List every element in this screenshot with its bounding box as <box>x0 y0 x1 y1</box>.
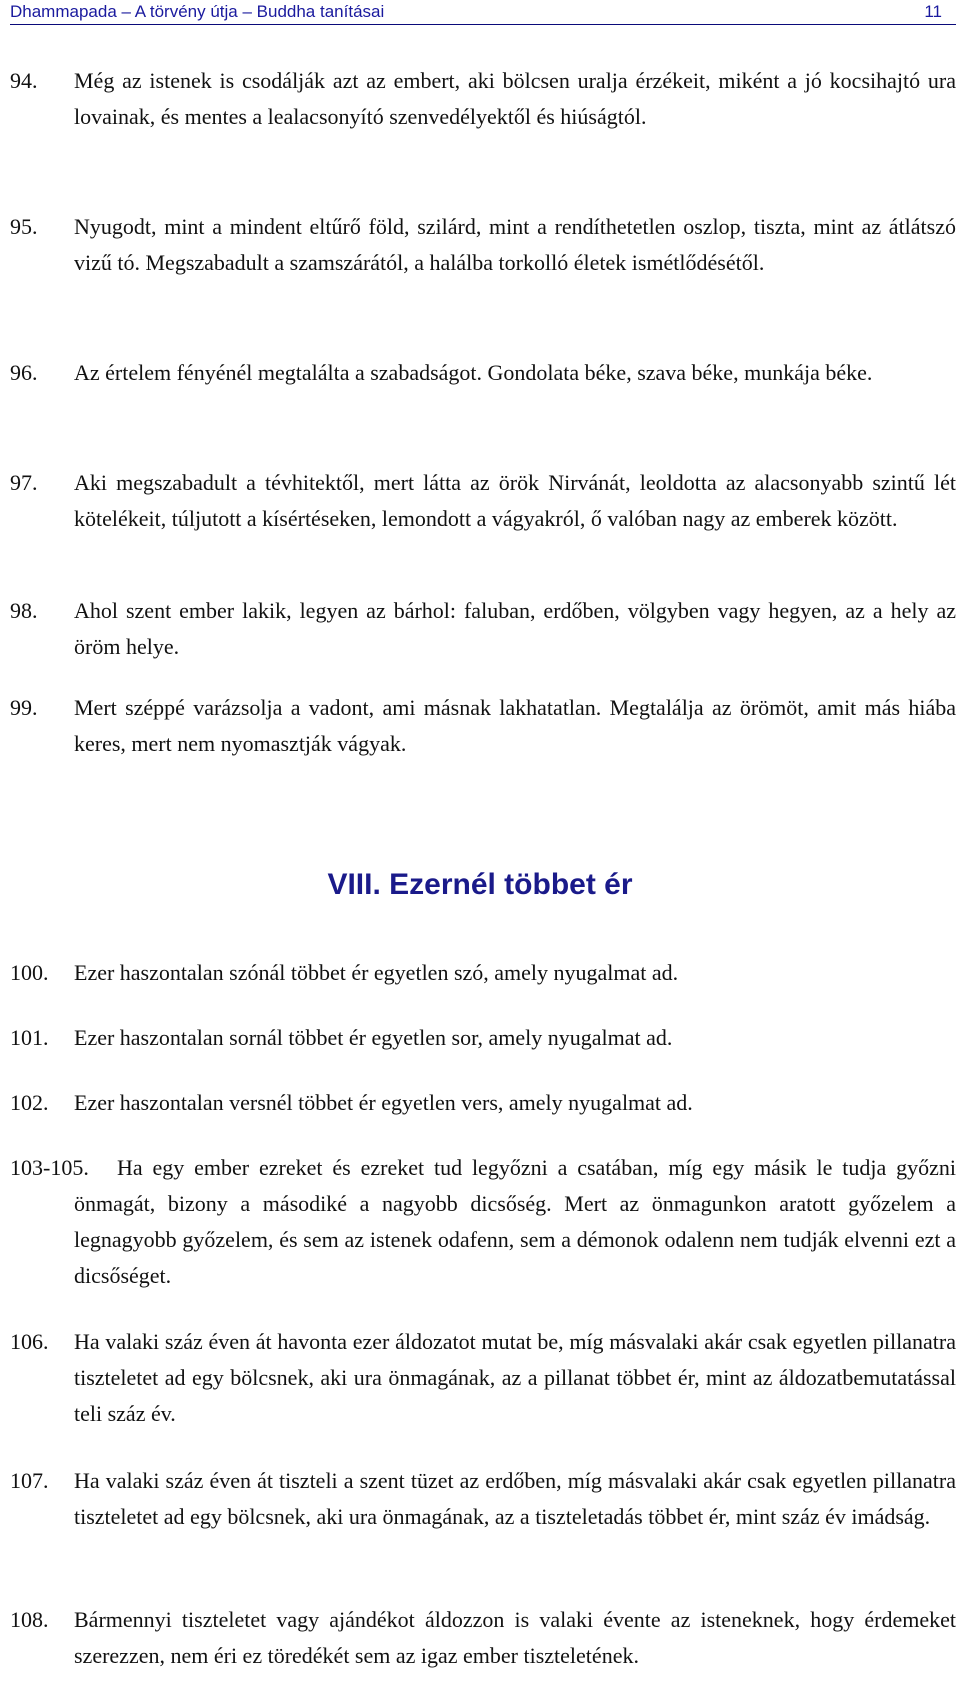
verse-text: Ahol szent ember lakik, legyen az bárhol: faluban, erdőben, völgyben vagy hegyen, az a hely az öröm helye. <box>74 598 956 659</box>
verse-text: Még az istenek is csodálják azt az embert, aki bölcsen uralja érzékeit, miként a jó kocsihajtó ura lovainak, és mentes a lealacsonyító szenvedélyektől és hiúságtól. <box>74 68 956 129</box>
verse-text: Mert széppé varázsolja a vadont, ami másnak lakhatatlan. Megtalálja az örömöt, amit más hiába keres, mert nem nyomasztják vágyak. <box>74 695 956 756</box>
verse-text: Ezer haszontalan versnél többet ér egyetlen vers, amely nyugalmat ad. <box>74 1090 693 1115</box>
verse-100 <box>10 955 956 991</box>
verse-number: 106. <box>10 1329 49 1354</box>
chapter-title: VIII. Ezernél többet ér <box>327 868 633 901</box>
verse-number: 97. <box>10 470 38 495</box>
verse-text: Ha valaki száz éven át tiszteli a szent tüzet az erdőben, míg másvalaki akár csak egyetlen pillanatra tiszteletet ad egy bölcsnek, aki ura önmagának, az a tiszteletadás többet ér, mint száz év imádság. <box>74 1468 956 1529</box>
verse-106 <box>10 1324 956 1432</box>
verse-text: Az értelem fényénél megtalálta a szabadságot. Gondolata béke, szava béke, munkája béke. <box>74 360 873 385</box>
verse-text: Nyugodt, mint a mindent eltűrő föld, szilárd, mint a rendíthetetlen oszlop, tiszta, mint az átlátszó vizű tó. Megszabadult a szamszárától, a halálba torkolló életek ismétlődésétől. <box>74 214 956 275</box>
verse-102 <box>10 1085 956 1121</box>
verse-number: 96. <box>10 360 38 385</box>
verse-98 <box>10 593 956 665</box>
verse-97 <box>10 465 956 537</box>
verse-number: 99. <box>10 695 38 720</box>
verse-text: Ezer haszontalan szónál többet ér egyetlen szó, amely nyugalmat ad. <box>74 960 679 985</box>
verse-99 <box>10 690 956 762</box>
verse-number: 94. <box>10 68 38 93</box>
verse-number: 95. <box>10 214 38 239</box>
verse-number: 100. <box>10 960 49 985</box>
verse-101 <box>10 1020 956 1056</box>
verse-number: 102. <box>10 1090 49 1115</box>
verse-108 <box>10 1602 956 1674</box>
verse-number: 98. <box>10 598 38 623</box>
running-header <box>10 0 956 25</box>
verse-text: Ha valaki száz éven át havonta ezer áldozatot mutat be, míg másvalaki akár csak egyetlen pillanatra tiszteletet ad egy bölcsnek, aki ura önmagának, az a pillanat többet ér, mint az áldozatbemutatással teli száz év. <box>74 1329 956 1426</box>
page-number: 11 <box>924 2 942 21</box>
verse-number: 103-105. <box>10 1155 89 1180</box>
verse-94 <box>10 63 956 135</box>
verse-103-105 <box>10 1150 956 1294</box>
verse-text: Ha egy ember ezreket és ezreket tud legyőzni a csatában, míg egy másik le tudja győzni önmagát, bizony a másodiké a nagyobb dicsőség. Mert az önmagunkon aratott győzelem a legnagyobb győzelem, és sem az istenek odafenn, sem a démonok odalenn nem tudják elvenni ezt a dicsőséget. <box>74 1155 956 1288</box>
verse-number: 107. <box>10 1468 49 1493</box>
verse-text: Ezer haszontalan sornál többet ér egyetlen sor, amely nyugalmat ad. <box>74 1025 673 1050</box>
verse-number: 108. <box>10 1607 49 1632</box>
verse-96 <box>10 355 956 391</box>
verse-95 <box>10 209 956 281</box>
verse-text: Bármennyi tiszteletet vagy ajándékot áldozzon is valaki évente az isteneknek, hogy érdemeket szerezzen, nem éri ez töredékét sem az igaz ember tiszteletének. <box>74 1607 956 1668</box>
verse-107 <box>10 1463 956 1535</box>
header-title: Dhammapada – A törvény útja – Buddha tanításai <box>10 2 385 21</box>
verse-text: Aki megszabadult a tévhitektől, mert látta az örök Nirvánát, leoldotta az alacsonyabb szintű lét kötelékeit, túljutott a kísértéseken, lemondott a vágyakról, ő valóban nagy az emberek között. <box>74 470 956 531</box>
verse-number: 101. <box>10 1025 49 1050</box>
